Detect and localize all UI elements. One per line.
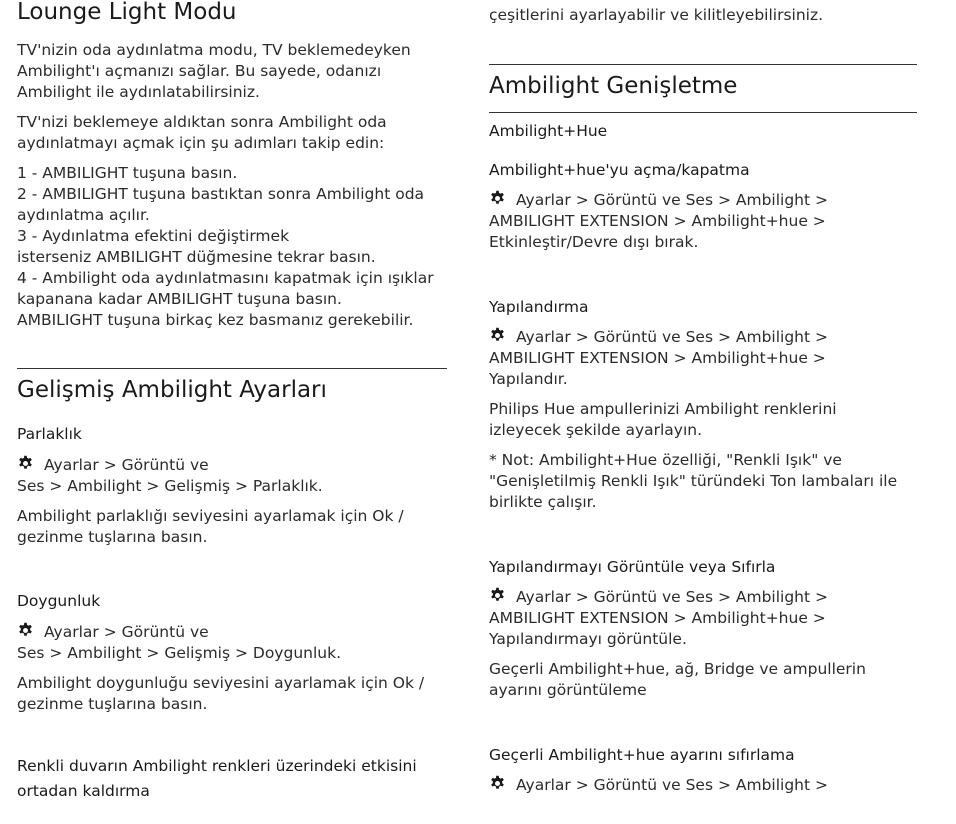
hue-onoff-menu-path: Ayarlar > Görüntü ve Ses > Ambilight > AMBILIGHT EXTENSION > Ambilight+hue > Etkinleştir/Devre dışı bırak.: [489, 191, 828, 251]
advanced-settings-title: Gelişmiş Ambilight Ayarları: [17, 377, 327, 403]
lounge-intro-paragraph: TV'nizin oda aydınlatma modu, TV beklemedeyken Ambilight'ı açmanızı sağlar. Bu sayede, odanızı Ambilight ile aydınlatabilirsiniz.: [17, 41, 411, 101]
section-divider: [489, 112, 917, 113]
gear-icon: [489, 775, 506, 792]
gear-icon: [489, 327, 506, 344]
section-divider: [489, 64, 917, 65]
section-divider: [17, 368, 447, 369]
config-heading: Yapılandırma: [489, 298, 589, 316]
saturation-menu-path: Ayarlar > Görüntü ve Ses > Ambilight > Gelişmiş > Doygunluk.: [17, 623, 342, 662]
brightness-heading: Parlaklık: [17, 425, 82, 443]
wall-color-heading: Renkli duvarın Ambilight renkleri üzerindeki etkisini ortadan kaldırma: [17, 757, 417, 800]
saturation-description: Ambilight doygunluğu seviyesini ayarlamak için Ok / gezinme tuşlarına basın.: [17, 674, 425, 713]
saturation-heading: Doygunluk: [17, 592, 101, 610]
brightness-description: Ambilight parlaklığı seviyesini ayarlamak için Ok / gezinme tuşlarına basın.: [17, 507, 404, 546]
reset-heading: Geçerli Ambilight+hue ayarını sıfırlama: [489, 746, 795, 764]
lounge-steps-list: 1 - AMBILIGHT tuşuna basın. 2 - AMBILIGHT tuşuna bastıktan sonra Ambilight oda aydınlatma açılır. 3 - Aydınlatma efektini değiştirmek isterseniz AMBILIGHT düğmesine tekrar basın. 4 - Ambilight oda aydınlatmasını kapatmak için ışıklar kapanana kadar AMBILIGHT tuşuna basın. AMBILIGHT tuşuna birkaç kez basmanız gerekebilir.: [17, 164, 434, 329]
hue-heading: Ambilight+Hue: [489, 122, 608, 140]
config-note: * Not: Ambilight+Hue özelliği, "Renkli Işık" ve "Genişletilmiş Renkli Işık" türündeki Ton lambaları ile birlikte çalışır.: [489, 451, 898, 511]
brightness-menu-path: Ayarlar > Görüntü ve Ses > Ambilight > Gelişmiş > Parlaklık.: [17, 456, 323, 495]
config-menu-path: Ayarlar > Görüntü ve Ses > Ambilight > AMBILIGHT EXTENSION > Ambilight+hue > Yapılandır.: [489, 328, 828, 388]
view-reset-heading: Yapılandırmayı Görüntüle veya Sıfırla: [489, 558, 776, 576]
view-config-menu-path: Ayarlar > Görüntü ve Ses > Ambilight > AMBILIGHT EXTENSION > Ambilight+hue > Yapılandırmayı görüntüle.: [489, 588, 828, 648]
cut-off-text: çeşitlerini ayarlayabilir ve kilitleyebilirsiniz.: [489, 6, 824, 24]
lounge-light-title: Lounge Light Modu: [17, 0, 237, 25]
lounge-instruction-paragraph: TV'nizi beklemeye aldıktan sonra Ambilight oda aydınlatmayı açmak için şu adımları takip edin:: [17, 113, 387, 152]
hue-onoff-heading: Ambilight+hue'yu açma/kapatma: [489, 161, 750, 179]
gear-icon: [17, 455, 34, 472]
view-config-description: Geçerli Ambilight+hue, ağ, Bridge ve ampullerin ayarını görüntüleme: [489, 660, 866, 699]
gear-icon: [489, 190, 506, 207]
gear-icon: [17, 622, 34, 639]
gear-icon: [489, 587, 506, 604]
reset-menu-path: Ayarlar > Görüntü ve Ses > Ambilight >: [489, 775, 917, 796]
config-description: Philips Hue ampullerinizi Ambilight renklerini izleyecek şekilde ayarlayın.: [489, 400, 837, 439]
extension-title: Ambilight Genişletme: [489, 73, 738, 99]
